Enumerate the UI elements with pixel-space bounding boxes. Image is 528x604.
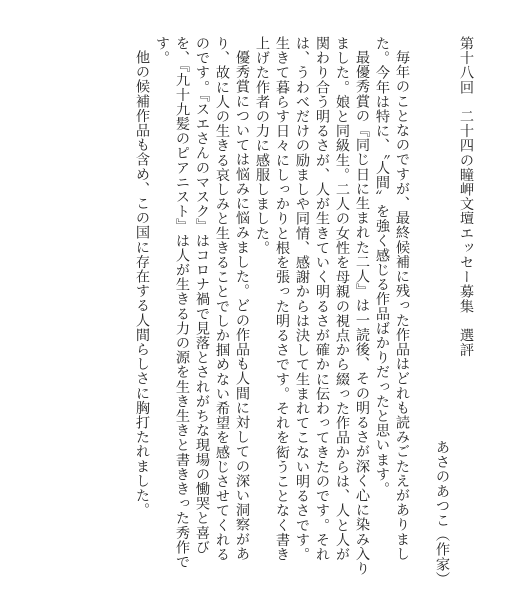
paragraph: 最優秀賞の『同じ日に生まれた二人』は一読後、その明るさが深く心に染み入りました。娘と同級生。二人の女性を母親の視点から綴った作品からは、人と人が関わり合う明るさが、人が生きていく明るさが確かに伝わってきたのです。それは、うわべだけの励ましや同情、感謝からは決して生まれてこない明るさです。生きて暮らす日々にしっかりと根を張った明るさです。それを衒うことなく書き上げた作者の力に感服しました。 bbox=[254, 36, 370, 576]
paragraph: 他の候補作品も含め、この国に存在する人間らしさに胸打たれました。 bbox=[134, 50, 150, 518]
paragraph: 優秀賞については悩みに悩みました。どの作品も人間に対しての深い洞察があり、故に人の生きる哀しみと生きることでしか掴めない希望を感じさせてくれるのです。『スエさんのマスク』はコロナ禍で見落とされがちな現場の慟哭と喜びを、『九十九髪のピアニスト』は人が生きる力の源を生き生きと書ききった秀作です。 bbox=[154, 36, 250, 570]
paragraph: 毎年のことなのですが、最終候補に残った作品はどれも読みごたえがありました。今年は特に、〝人間〟を強く感じる作品ばかりだったと思います。 bbox=[374, 36, 410, 562]
essay-title: 第十八回 二十四の瞳岬文壇エッセー募集 選評 bbox=[458, 36, 474, 358]
author-name: あさのあつこ（作家） bbox=[434, 440, 450, 586]
essay-body bbox=[92, 36, 412, 576]
